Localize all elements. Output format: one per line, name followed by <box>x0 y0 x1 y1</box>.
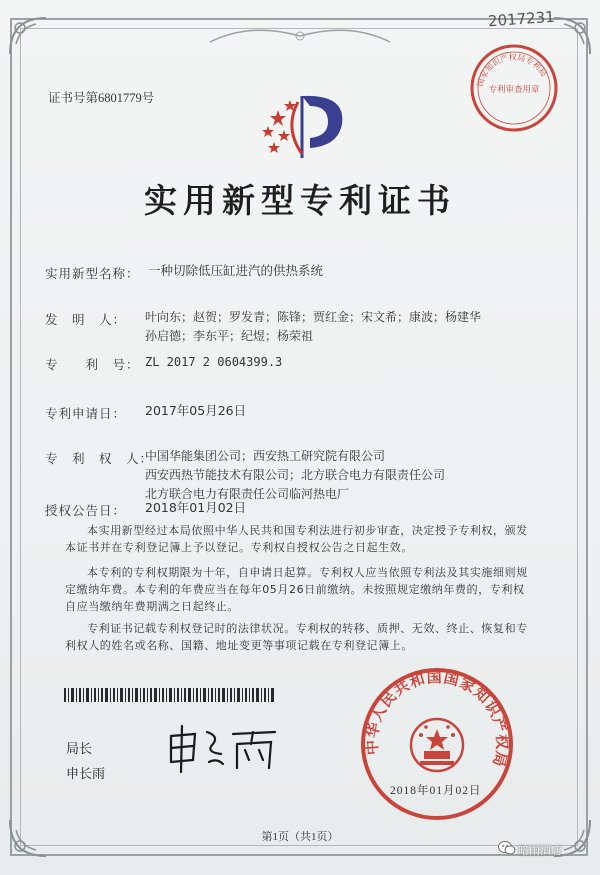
holder-line-2: 西安西热节能技术有限公司；北方联合电力有限责任公司 <box>145 468 446 482</box>
barcode <box>64 688 276 702</box>
holder-label: 专 利 权 人： <box>45 452 154 466</box>
director-label: 局长 <box>66 742 93 757</box>
seal-date: 2018年01月02日 <box>390 785 482 797</box>
watermark-text: 暗雨酒店 <box>518 844 562 857</box>
grant-date-label: 授权公告日： <box>45 504 127 518</box>
apply-date-label: 专利申请日： <box>45 407 127 421</box>
holder-line-1: 中国华能集团公司；西安热工研究院有限公司 <box>145 449 386 463</box>
corner-ornament <box>6 14 66 74</box>
paragraph-grant: 本实用新型经过本局依照中华人民共和国专利法进行初步审查，决定授予专利权，颁发本证书并在专利登记簿上予以登记。专利权自授权公告之日起生效。 <box>65 524 528 554</box>
apply-date-value: 2017年05月26日 <box>145 403 247 418</box>
inventor-label: 发 明 人： <box>45 313 127 327</box>
review-seal <box>468 42 560 134</box>
patent-no-label: 专 利 号： <box>45 358 140 372</box>
model-name-label: 实用新型名称： <box>45 267 140 281</box>
grant-date-value: 2018年01月02日 <box>145 500 247 515</box>
cert-number: 证书号第6801779号 <box>48 91 155 105</box>
patent-no-value: ZL 2017 2 0604399.3 <box>145 355 283 369</box>
certificate-title: 实用新型专利证书 <box>144 181 456 220</box>
paragraph-record: 专利证书记载专利权登记时的法律状况。专利权的转移、质押、无效、终止、恢复和专利权人的姓名或名称、国籍、地址变更等事项记载在专利登记簿上。 <box>65 622 528 652</box>
inventor-line-2: 孙启德；李东平；纪煜；杨荣祖 <box>145 329 314 343</box>
model-name-value: 一种切除低压缸进汽的供热系统 <box>148 263 324 278</box>
official-seal <box>358 665 516 823</box>
wechat-icon <box>498 840 516 856</box>
official-seal-text: 中华人民共和国国家知识产权局 <box>362 668 512 770</box>
small-seal-center-text: 专利审查用章 <box>488 85 540 95</box>
handwritten-note: 2017231 <box>487 7 556 31</box>
page-number: 第1页（共1页） <box>261 831 339 843</box>
top-flourish <box>200 22 400 52</box>
national-emblem-icon <box>411 719 463 771</box>
holder-line-3: 北方联合电力有限责任公司临河热电厂 <box>145 487 350 501</box>
handwritten-signature <box>165 722 285 774</box>
inventor-line-1: 叶向东；赵贺；罗发青；陈锋；贾红金；宋文希；康波；杨建华 <box>145 310 482 324</box>
patent-office-emblem-icon <box>254 88 354 163</box>
paragraph-term: 本专利的专利权期限为十年，自申请日起算。专利权人应当依照专利法及其实施细则规定缴纳年费。本专利的年费应当在每年05月26日前缴纳。未按照规定缴纳年费的，专利权自应当缴纳年费期满之日起终止。 <box>65 566 528 613</box>
small-seal-text: 国家知识产权局专利局 <box>475 52 549 88</box>
director-name: 申长雨 <box>66 767 106 782</box>
